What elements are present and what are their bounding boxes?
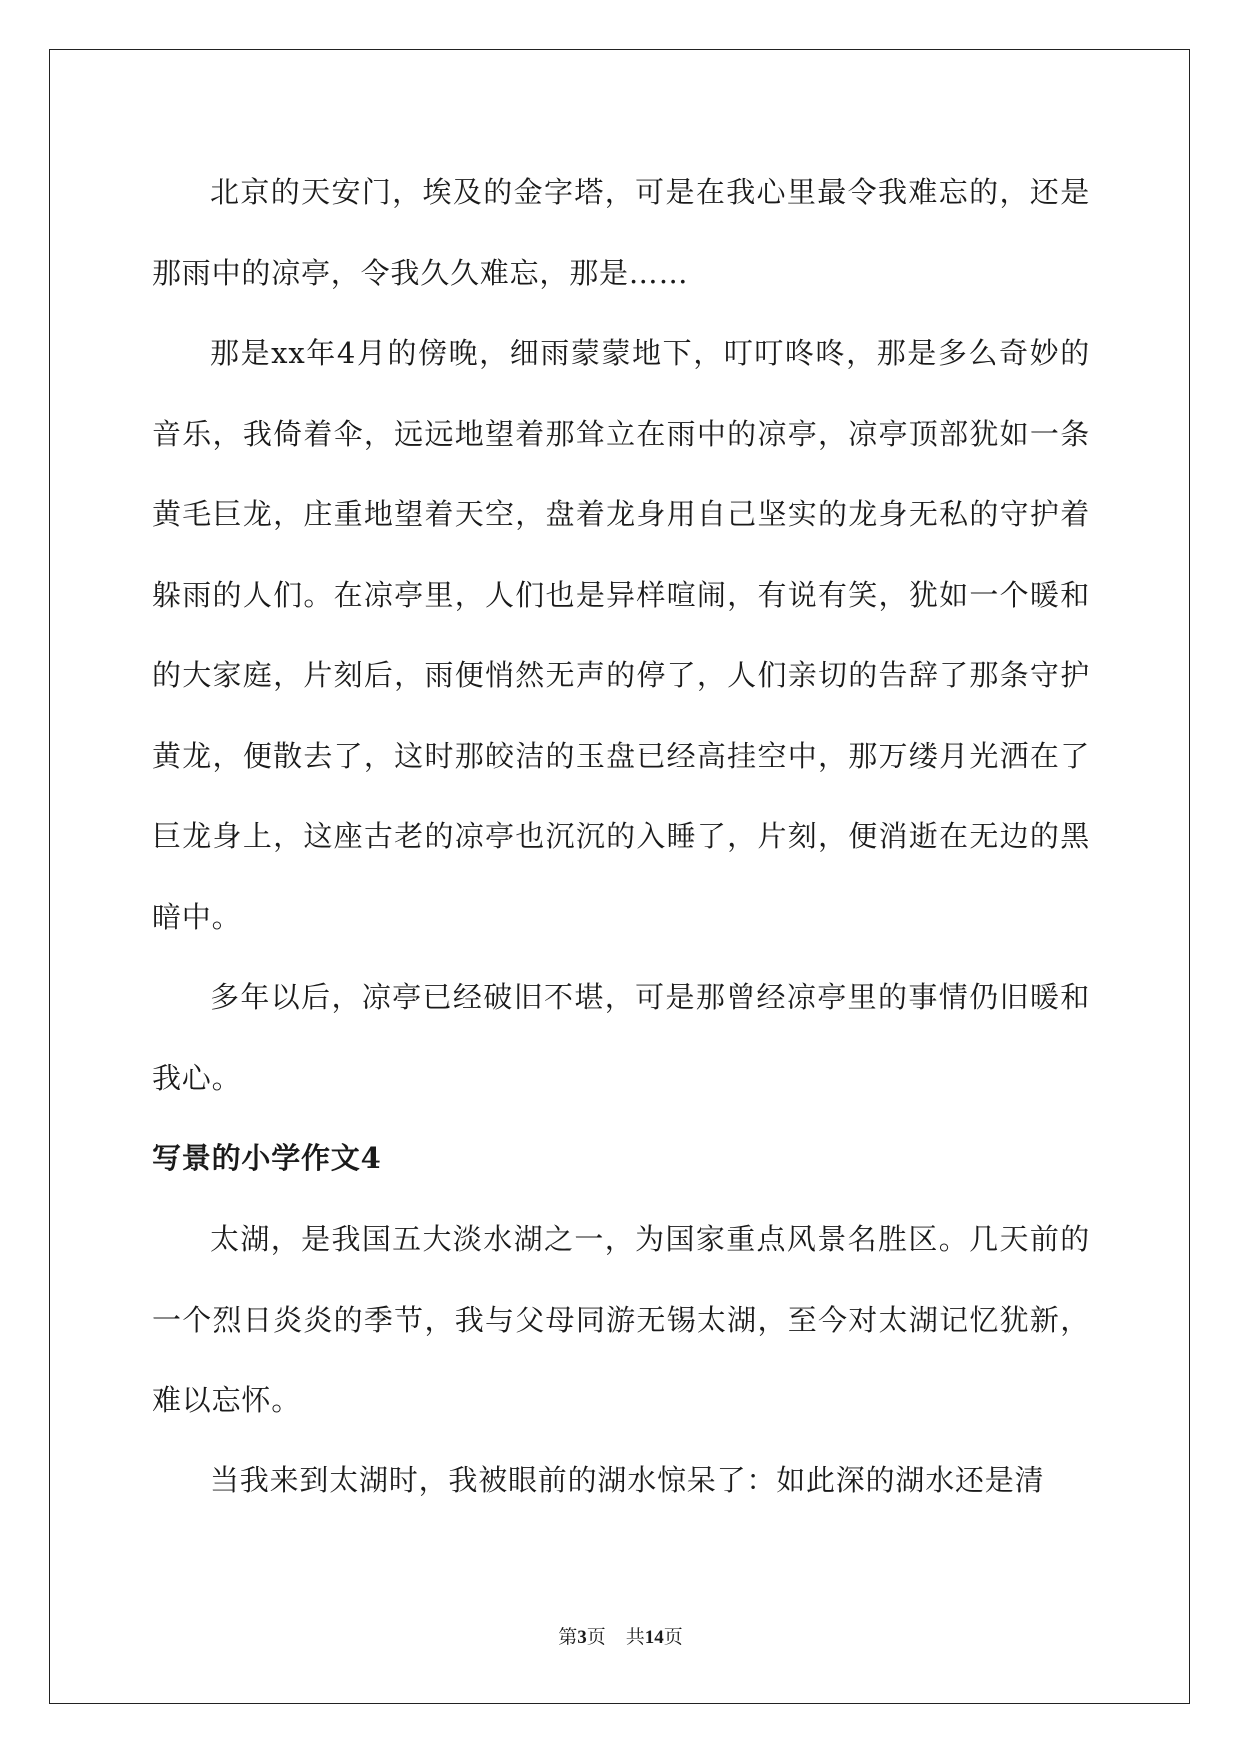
total-pages: 14 (644, 1627, 664, 1648)
paragraph-2: 那是xx年4月的傍晚，细雨蒙蒙地下，叮叮咚咚，那是多么奇妙的音乐，我倚着伞，远远地望着那耸立在雨中的凉亭，凉亭顶部犹如一条黄毛巨龙，庄重地望着天空，盘着龙身用自己坚实的龙身无私的守护着躲雨的人们。在凉亭里，人们也是异样喧闹，有说有笑，犹如一个暖和的大家庭，片刻后，雨便悄然无声的停了，人们亲切的告辞了那条守护黄龙，便散去了，这时那皎洁的玉盘已经高挂空中，那万缕月光洒在了巨龙身上，这座古老的凉亭也沉沉的入睡了，片刻，便消逝在无边的黑暗中。 (152, 336, 1090, 934)
total-prefix: 共 (625, 1626, 645, 1648)
paragraph-1: 北京的天安门，埃及的金字塔，可是在我心里最令我难忘的，还是那雨中的凉亭，令我久久难忘，那是…… (152, 175, 1090, 290)
section-paragraph-2: 当我来到太湖时，我被眼前的湖水惊呆了：如此深的湖水还是清 (210, 1463, 1045, 1497)
page-suffix: 页 (586, 1626, 606, 1648)
page-footer (0, 1622, 1241, 1649)
section-paragraph-1: 太湖，是我国五大淡水湖之一，为国家重点风景名胜区。几天前的一个烈日炎炎的季节，我与父母同游无锡太湖，至今对太湖记忆犹新，难以忘怀。 (152, 1222, 1090, 1417)
page-number: 3 (577, 1627, 587, 1648)
page-prefix: 第 (558, 1626, 578, 1648)
total-suffix: 页 (663, 1626, 683, 1648)
paragraph-3: 多年以后，凉亭已经破旧不堪，可是那曾经凉亭里的事情仍旧暖和我心。 (152, 980, 1090, 1095)
section-heading: 写景的小学作文4 (152, 1141, 382, 1175)
